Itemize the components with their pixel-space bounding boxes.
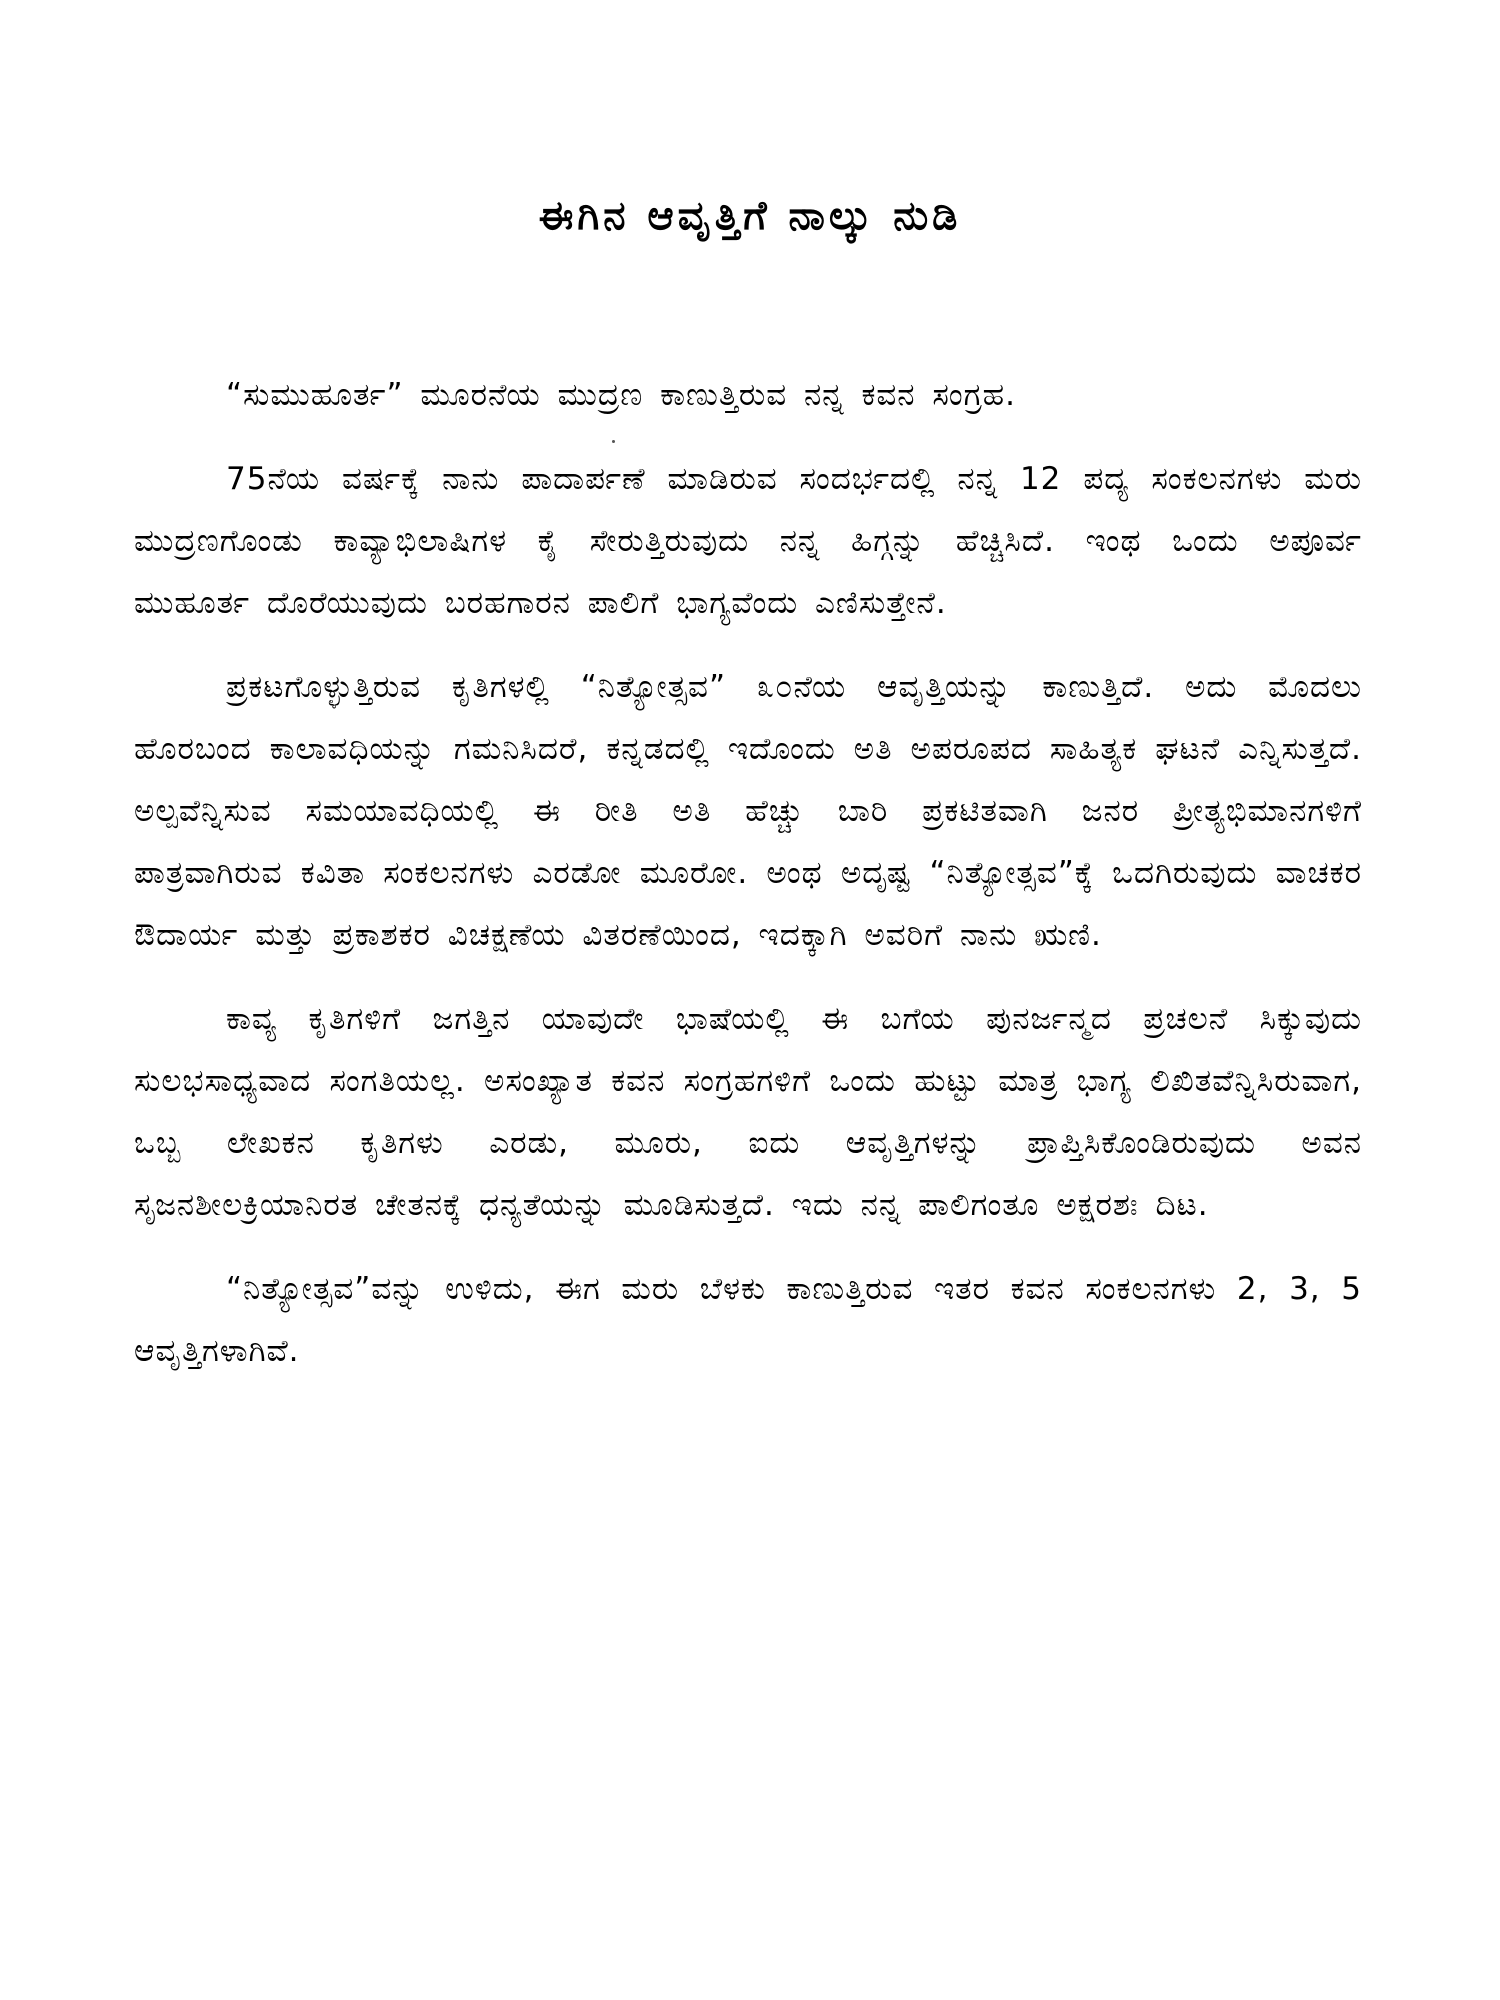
paragraph-4: ಕಾವ್ಯ ಕೃತಿಗಳಿಗೆ ಜಗತ್ತಿನ ಯಾವುದೇ ಭಾಷೆಯಲ್ಲಿ ಈ ಬಗೆಯ ಪುನರ್ಜನ್ಮದ ಪ್ರಚಲನೆ ಸಿಕ್ಕುವುದು ಸುಲಭಸಾಧ್ಯವಾದ ಸಂಗತಿಯಲ್ಲ. ಅಸಂಖ್ಯಾತ ಕವನ ಸಂಗ್ರಹಗಳಿಗೆ ಒಂದು ಹುಟ್ಟು ಮಾತ್ರ ಭಾಗ್ಯ ಲಿಖಿತವೆನ್ನಿಸಿರುವಾಗ, ಒಬ್ಬ ಲೇಖಕನ ಕೃತಿಗಳು ಎರಡು, ಮೂರು, ಐದು ಆವೃತ್ತಿಗಳನ್ನು ಪ್ರಾಪ್ತಿಸಿಕೊಂಡಿರುವುದು ಅವನ ಸೃಜನಶೀಲಕ್ರಿಯಾನಿರತ ಚೇತನಕ್ಕೆ ಧನ್ಯತೆಯನ್ನು ಮೂಡಿಸುತ್ತದೆ. ಇದು ನನ್ನ ಪಾಲಿಗಂತೂ ಅಕ್ಷರಶಃ ದಿಟ. (134, 1001, 1362, 1223)
paragraph-3: ಪ್ರಕಟಗೊಳ್ಳುತ್ತಿರುವ ಕೃತಿಗಳಲ್ಲಿ “ನಿತ್ಯೋತ್ಸವ” ೩೦ನೆಯ ಆವೃತ್ತಿಯನ್ನು ಕಾಣುತ್ತಿದೆ. ಅದು ಮೊದಲು ಹೊರಬಂದ ಕಾಲಾವಧಿಯನ್ನು ಗಮನಿಸಿದರೆ, ಕನ್ನಡದಲ್ಲಿ ಇದೊಂದು ಅತಿ ಅಪರೂಪದ ಸಾಹಿತ್ಯಕ ಘಟನೆ ಎನ್ನಿಸುತ್ತದೆ. ಅಲ್ಪವೆನ್ನಿಸುವ ಸಮಯಾವಧಿಯಲ್ಲಿ ಈ ರೀತಿ ಅತಿ ಹೆಚ್ಚು ಬಾರಿ ಪ್ರಕಟಿತವಾಗಿ ಜನರ ಪ್ರೀತ್ಯಭಿಮಾನಗಳಿಗೆ ಪಾತ್ರವಾಗಿರುವ ಕವಿತಾ ಸಂಕಲನಗಳು ಎರಡೋ ಮೂರೋ. ಅಂಥ ಅದೃಷ್ಟ “ನಿತ್ಯೋತ್ಸವ”ಕ್ಕೆ ಒದಗಿರುವುದು ವಾಚಕರ ಔದಾರ್ಯ ಮತ್ತು ಪ್ರಕಾಶಕರ ವಿಚಕ್ಷಣೆಯ ವಿತರಣೆಯಿಂದ, ಇದಕ್ಕಾಗಿ ಅವರಿಗೆ ನಾನು ಋಣಿ. (134, 669, 1362, 953)
page-title: ಈಗಿನ ಆವೃತ್ತಿಗೆ ನಾಲ್ಕು ನುಡಿ (538, 193, 962, 239)
paragraph-1: “ಸುಮುಹೂರ್ತ” ಮೂರನೆಯ ಮುದ್ರಣ ಕಾಣುತ್ತಿರುವ ನನ್ನ ಕವನ ಸಂಗ್ರಹ. (226, 377, 1017, 413)
paragraph-2: 75ನೆಯ ವರ್ಷಕ್ಕೆ ನಾನು ಪಾದಾರ್ಪಣೆ ಮಾಡಿರುವ ಸಂದರ್ಭದಲ್ಲಿ ನನ್ನ 12 ಪದ್ಯ ಸಂಕಲನಗಳು ಮರು ಮುದ್ರಣಗೊಂಡು ಕಾವ್ಯಾಭಿಲಾಷಿಗಳ ಕೈ ಸೇರುತ್ತಿರುವುದು ನನ್ನ ಹಿಗ್ಗನ್ನು ಹೆಚ್ಚಿಸಿದೆ. ಇಂಥ ಒಂದು ಅಪೂರ್ವ ಮುಹೂರ್ತ ದೊರೆಯುವುದು ಬರಹಗಾರನ ಪಾಲಿಗೆ ಭಾಗ್ಯವೆಂದು ಎಣಿಸುತ್ತೇನೆ. (134, 461, 1362, 621)
body-text (134, 364, 1362, 1404)
paragraph-5: “ನಿತ್ಯೋತ್ಸವ”ವನ್ನು ಉಳಿದು, ಈಗ ಮರು ಬೆಳಕು ಕಾಣುತ್ತಿರುವ ಇತರ ಕವನ ಸಂಕಲನಗಳು 2, 3, 5 ಆವೃತ್ತಿಗಳಾಗಿವೆ. (134, 1271, 1362, 1369)
